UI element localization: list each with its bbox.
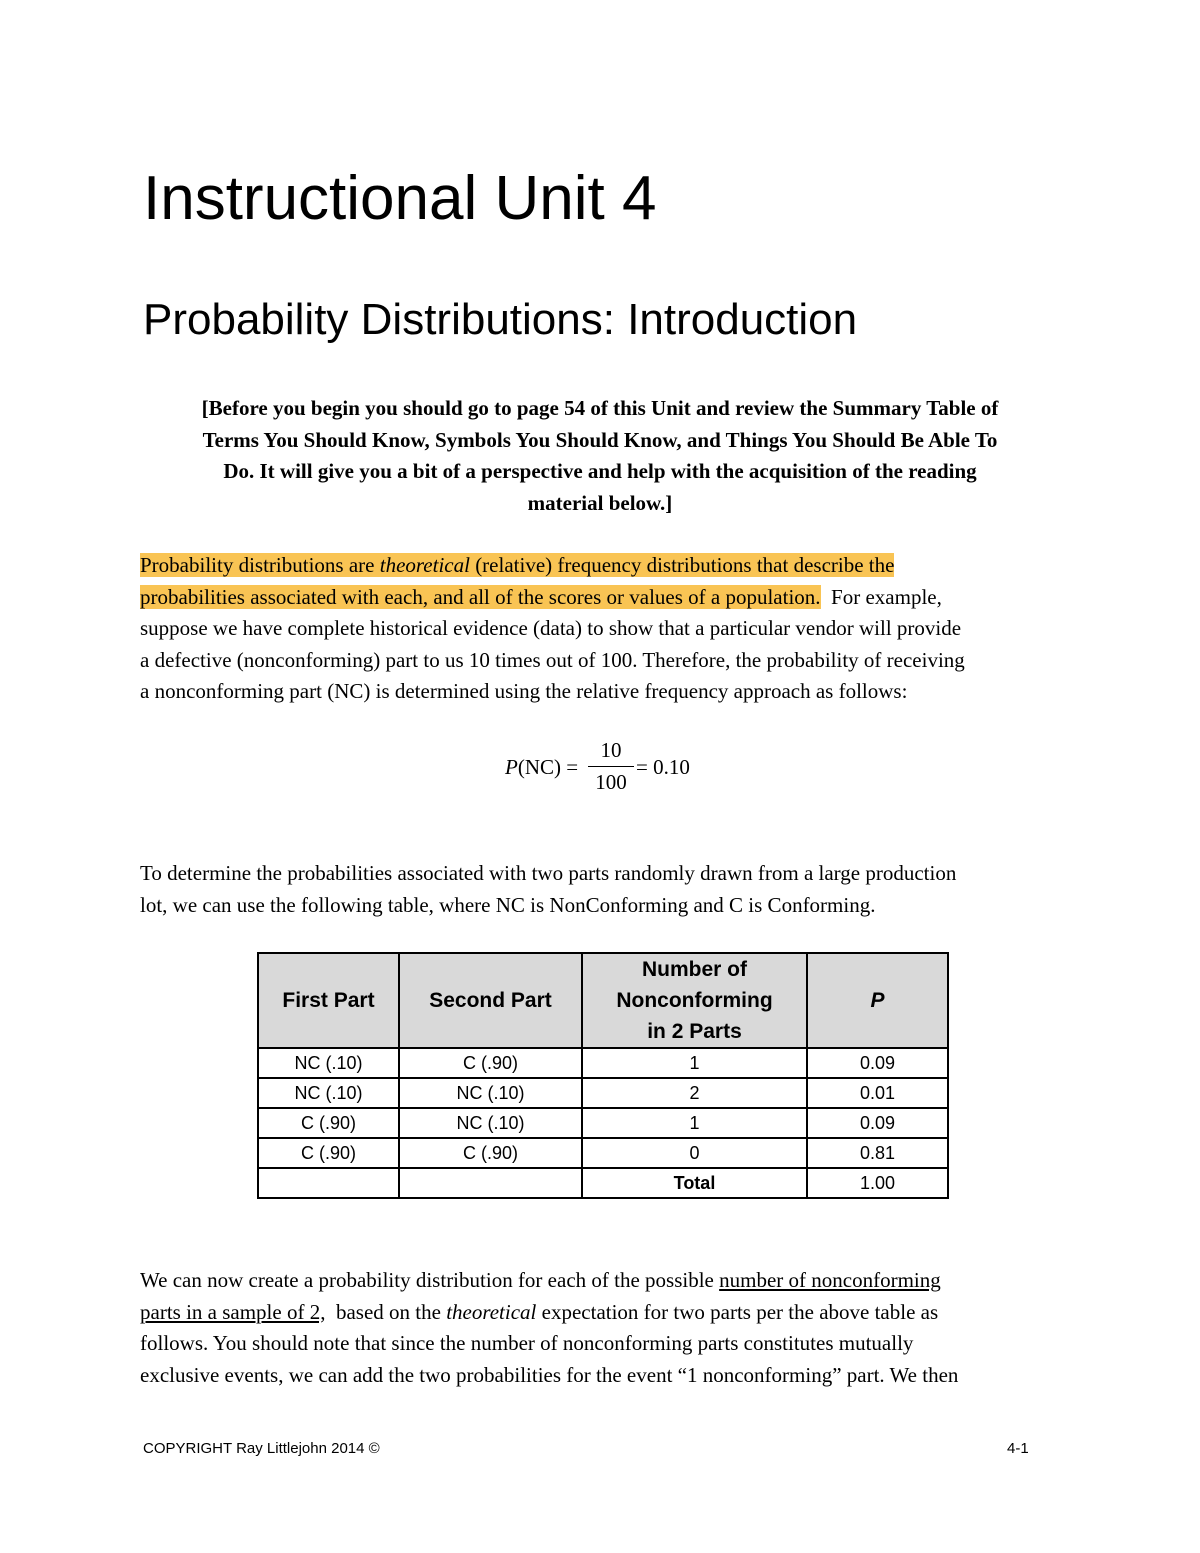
- table-cell: 2: [582, 1078, 807, 1108]
- column-header: Number of Nonconforming in 2 Parts: [582, 953, 807, 1048]
- paragraph-distribution: [140, 1265, 1080, 1391]
- table-cell: NC (.10): [258, 1048, 399, 1078]
- paragraph-line: probabilities associated with each, and all of the scores or values of a population. For example,: [140, 584, 942, 609]
- paragraph-table-intro: [140, 858, 1080, 921]
- table-row: [258, 1078, 948, 1108]
- table-cell: C (.90): [399, 1048, 582, 1078]
- table-cell: 0.09: [807, 1108, 948, 1138]
- intro-line: Terms You Should Know, Symbols You Should Know, and Things You Should Be Able To: [202, 427, 998, 452]
- table-cell: 1: [582, 1048, 807, 1078]
- probability-formula: [505, 738, 725, 802]
- probability-table: [257, 952, 949, 1199]
- table-cell: NC (.10): [399, 1108, 582, 1138]
- underlined-text: number of nonconforming: [719, 1268, 941, 1292]
- table-total-row: [258, 1168, 948, 1198]
- formula-numerator: 10: [600, 738, 622, 762]
- page-subtitle: Probability Distributions: Introduction: [143, 295, 858, 344]
- column-header: First Part: [258, 953, 399, 1048]
- formula-fraction: [588, 738, 634, 794]
- table-header-row: [258, 953, 948, 1048]
- paragraph-line: [140, 550, 1080, 582]
- table-cell: 0.81: [807, 1138, 948, 1168]
- table-cell: C (.90): [258, 1108, 399, 1138]
- paragraph-line: exclusive events, we can add the two probabilities for the event “1 nonconforming” part. We then: [140, 1362, 959, 1387]
- fraction-bar: [588, 766, 634, 767]
- highlighted-text: probabilities associated with each, and all of the scores or values of a population.: [140, 584, 821, 609]
- table-row: [258, 1138, 948, 1168]
- table-row: [258, 1048, 948, 1078]
- page-title: Instructional Unit 4: [143, 164, 657, 233]
- table-cell: C (.90): [399, 1138, 582, 1168]
- table-cell: C (.90): [258, 1138, 399, 1168]
- intro-line: material below.]: [527, 490, 673, 515]
- table-cell: 0: [582, 1138, 807, 1168]
- table-row: [258, 1108, 948, 1138]
- paragraph-definition: [140, 550, 1080, 708]
- table-cell: 1: [582, 1108, 807, 1138]
- total-value: 1.00: [807, 1168, 948, 1198]
- paragraph-line: a nonconforming part (NC) is determined using the relative frequency approach as follows:: [140, 679, 908, 703]
- intro-line: [Before you begin you should go to page 54 of this Unit and review the Summary Table of: [201, 396, 999, 420]
- paragraph-line: a defective (nonconforming) part to us 10 times out of 100. Therefore, the probability of receiving: [140, 647, 965, 672]
- paragraph-line: We can now create a probability distribution for each of the possible number of nonconforming: [140, 1268, 941, 1292]
- table-cell: 0.01: [807, 1078, 948, 1108]
- table-cell: [399, 1168, 582, 1198]
- formula-result: = 0.10: [636, 755, 690, 779]
- formula-lhs: P(NC) =: [505, 755, 579, 779]
- paragraph-line: follows. You should note that since the number of nonconforming parts constitutes mutually: [140, 1331, 914, 1355]
- paragraph-line: suppose we have complete historical evidence (data) to show that a particular vendor will provide: [140, 616, 962, 640]
- paragraph-line: lot, we can use the following table, where NC is NonConforming and C is Conforming.: [140, 892, 876, 917]
- highlighted-text: Probability distributions are theoretical (relative) frequency distributions that describe the: [140, 553, 895, 577]
- column-header: P: [807, 953, 948, 1048]
- column-header: Second Part: [399, 953, 582, 1048]
- footer-copyright: COPYRIGHT Ray Littlejohn 2014 ©: [143, 1440, 380, 1457]
- paragraph-line: parts in a sample of 2, based on the theoretical expectation for two parts per the above table as: [140, 1299, 939, 1324]
- intro-note: [140, 393, 1060, 519]
- footer-page-number: 4-1: [1007, 1440, 1029, 1457]
- table-cell: NC (.10): [399, 1078, 582, 1108]
- intro-line: Do. It will give you a bit of a perspective and help with the acquisition of the reading: [223, 459, 977, 483]
- table-cell: 0.09: [807, 1048, 948, 1078]
- underlined-text: parts in a sample of 2,: [140, 1299, 326, 1324]
- table-cell: [258, 1168, 399, 1198]
- formula-denominator: 100: [595, 770, 627, 794]
- paragraph-line: To determine the probabilities associated with two parts randomly drawn from a large production: [140, 861, 957, 885]
- table-cell: NC (.10): [258, 1078, 399, 1108]
- total-label: Total: [582, 1168, 807, 1198]
